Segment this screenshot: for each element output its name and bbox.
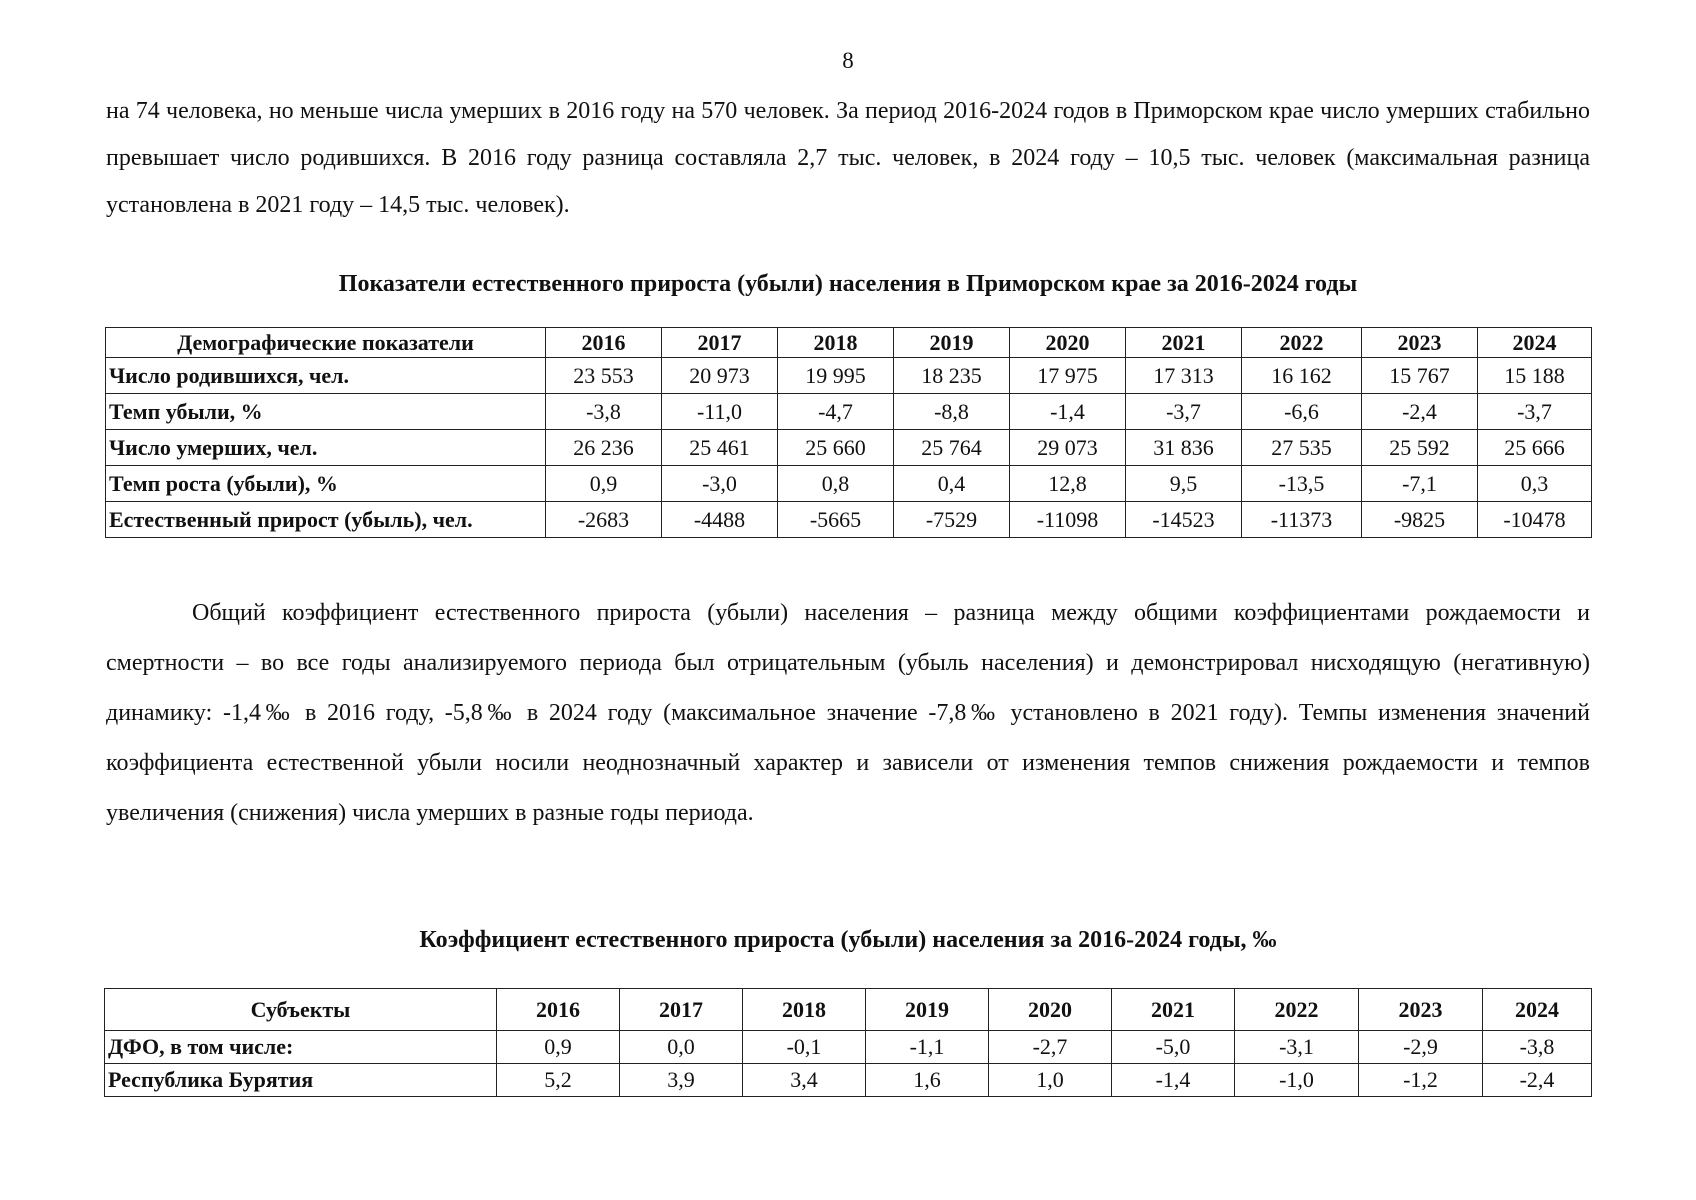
table1-cell: -6,6 [1242,394,1362,430]
table2-row-label: Республика Бурятия [105,1064,497,1097]
table2-row [105,1031,1592,1064]
table1-row-label: Число родившихся, чел. [106,358,546,394]
table2-cell: -3,8 [1483,1031,1592,1064]
table1-cell: -4488 [662,502,778,538]
table1-cell: -11,0 [662,394,778,430]
table2-year-header: 2019 [866,989,989,1031]
table2-cell: -3,1 [1235,1031,1359,1064]
table2-cell: 3,9 [620,1064,743,1097]
table1-cell: 0,3 [1478,466,1592,502]
table1-cell: 9,5 [1126,466,1242,502]
table1-cell: -13,5 [1242,466,1362,502]
table1-cell: -7529 [894,502,1010,538]
table1-cell: 0,8 [778,466,894,502]
page-number: 8 [842,48,854,73]
table1-year-header: 2020 [1010,328,1126,358]
table2-cell: 0,0 [620,1031,743,1064]
table1-cell: 25 764 [894,430,1010,466]
table1-cell: 16 162 [1242,358,1362,394]
table1-row [106,466,1592,502]
table2-year-header: 2021 [1112,989,1235,1031]
table1-header-row [106,328,1592,358]
table1-cell: 25 666 [1478,430,1592,466]
table1-year-header: 2021 [1126,328,1242,358]
table1-cell: -3,0 [662,466,778,502]
table2-year-header: 2018 [743,989,866,1031]
table1-cell: -3,7 [1478,394,1592,430]
table1-year-header: 2023 [1362,328,1478,358]
table1-row-label: Темп убыли, % [106,394,546,430]
table1-cell: -3,7 [1126,394,1242,430]
table2-cell: -0,1 [743,1031,866,1064]
table1-cell: -1,4 [1010,394,1126,430]
paragraph-intro: на 74 человека, но меньше числа умерших в 2016 году на 570 человек. За период 2016-2024 годов в Приморском крае число умерших стабильно превышает число родившихся. В 2016 году разница составляла 2,7 тыс. человек, в 2024 году – 10,5 тыс. человек (максимальная разница установлена в 2021 году – 14,5 тыс. человек). [106,98,1590,218]
table1-corner-header: Демографические показатели [106,328,546,358]
table1-cell: 15 767 [1362,358,1478,394]
table1-cell: -11373 [1242,502,1362,538]
table1-cell: 31 836 [1126,430,1242,466]
table1-cell: 12,8 [1010,466,1126,502]
table1-cell: 0,9 [546,466,662,502]
table2-year-header: 2017 [620,989,743,1031]
table1-cell: 17 975 [1010,358,1126,394]
table2-row [105,1064,1592,1097]
table1-cell: 26 236 [546,430,662,466]
table2-cell: 0,9 [497,1031,620,1064]
table1-cell: 18 235 [894,358,1010,394]
table1-cell: 19 995 [778,358,894,394]
table2-year-header: 2024 [1483,989,1592,1031]
table1-year-header: 2017 [662,328,778,358]
table2-cell: -1,1 [866,1031,989,1064]
table2-title: Коэффициент естественного прироста (убыли) населения за 2016-2024 годы, ‰ [419,927,1277,953]
table2-year-header: 2016 [497,989,620,1031]
table2-cell: -2,9 [1359,1031,1483,1064]
table1-cell: 23 553 [546,358,662,394]
table2-cell: 1,0 [989,1064,1112,1097]
table1-cell: 0,4 [894,466,1010,502]
table2-cell: -1,0 [1235,1064,1359,1097]
table2-cell: 5,2 [497,1064,620,1097]
table1-cell: -11098 [1010,502,1126,538]
table2-cell: -2,4 [1483,1064,1592,1097]
table1-cell: 17 313 [1126,358,1242,394]
table2-year-header: 2022 [1235,989,1359,1031]
table1-row-label: Число умерших, чел. [106,430,546,466]
table1-cell: -2683 [546,502,662,538]
table2-cell: -5,0 [1112,1031,1235,1064]
table2-row-label: ДФО, в том числе: [105,1031,497,1064]
table1-cell: 25 660 [778,430,894,466]
table1-cell: 15 188 [1478,358,1592,394]
table1-year-header: 2018 [778,328,894,358]
table1-cell: -8,8 [894,394,1010,430]
table2-cell: -2,7 [989,1031,1112,1064]
table2-cell: 1,6 [866,1064,989,1097]
table1-cell: 25 461 [662,430,778,466]
table2-corner-header: Субъекты [105,989,497,1031]
table1-cell: -9825 [1362,502,1478,538]
table1-cell: -5665 [778,502,894,538]
table1-title: Показатели естественного прироста (убыли) населения в Приморском крае за 2016-2024 годы [338,271,1358,297]
table2-header-row [105,989,1592,1031]
paragraph-coefficient: Общий коэффициент естественного прироста (убыли) населения – разница между общими коэффициентами рождаемости и смертности – во все годы анализируемого периода был отрицательным (убыль населения) и демонстрировал нисходящую (негативную) динамику: -1,4‰ в 2016 году, -5,8‰ в 2024 году (максимальное значение -7,8‰ установлено в 2021 году). Темпы изменения значений коэффициента естественной убыли носили неоднозначный характер и зависели от изменения темпов снижения рождаемости и темпов увеличения (снижения) числа умерших в разные годы периода. [106,600,1590,826]
table2-cell: 3,4 [743,1064,866,1097]
table1-cell: -2,4 [1362,394,1478,430]
table1-row [106,358,1592,394]
table1-cell: -3,8 [546,394,662,430]
table-coefficient-dfo [104,988,1592,1097]
table1-cell: -7,1 [1362,466,1478,502]
table1-year-header: 2024 [1478,328,1592,358]
table1-cell: 27 535 [1242,430,1362,466]
table1-row [106,502,1592,538]
table-natural-growth-primorye [105,327,1592,538]
table2-cell: -1,2 [1359,1064,1483,1097]
table1-year-header: 2016 [546,328,662,358]
table1-row [106,430,1592,466]
table1-cell: -10478 [1478,502,1592,538]
table1-row-label: Естественный прирост (убыль), чел. [106,502,546,538]
table1-cell: 25 592 [1362,430,1478,466]
table1-cell: 29 073 [1010,430,1126,466]
table1-row [106,394,1592,430]
table1-row-label: Темп роста (убыли), % [106,466,546,502]
table2-year-header: 2020 [989,989,1112,1031]
table1-cell: 20 973 [662,358,778,394]
table1-year-header: 2022 [1242,328,1362,358]
table2-cell: -1,4 [1112,1064,1235,1097]
table1-cell: -4,7 [778,394,894,430]
table2-year-header: 2023 [1359,989,1483,1031]
table1-year-header: 2019 [894,328,1010,358]
table1-cell: -14523 [1126,502,1242,538]
